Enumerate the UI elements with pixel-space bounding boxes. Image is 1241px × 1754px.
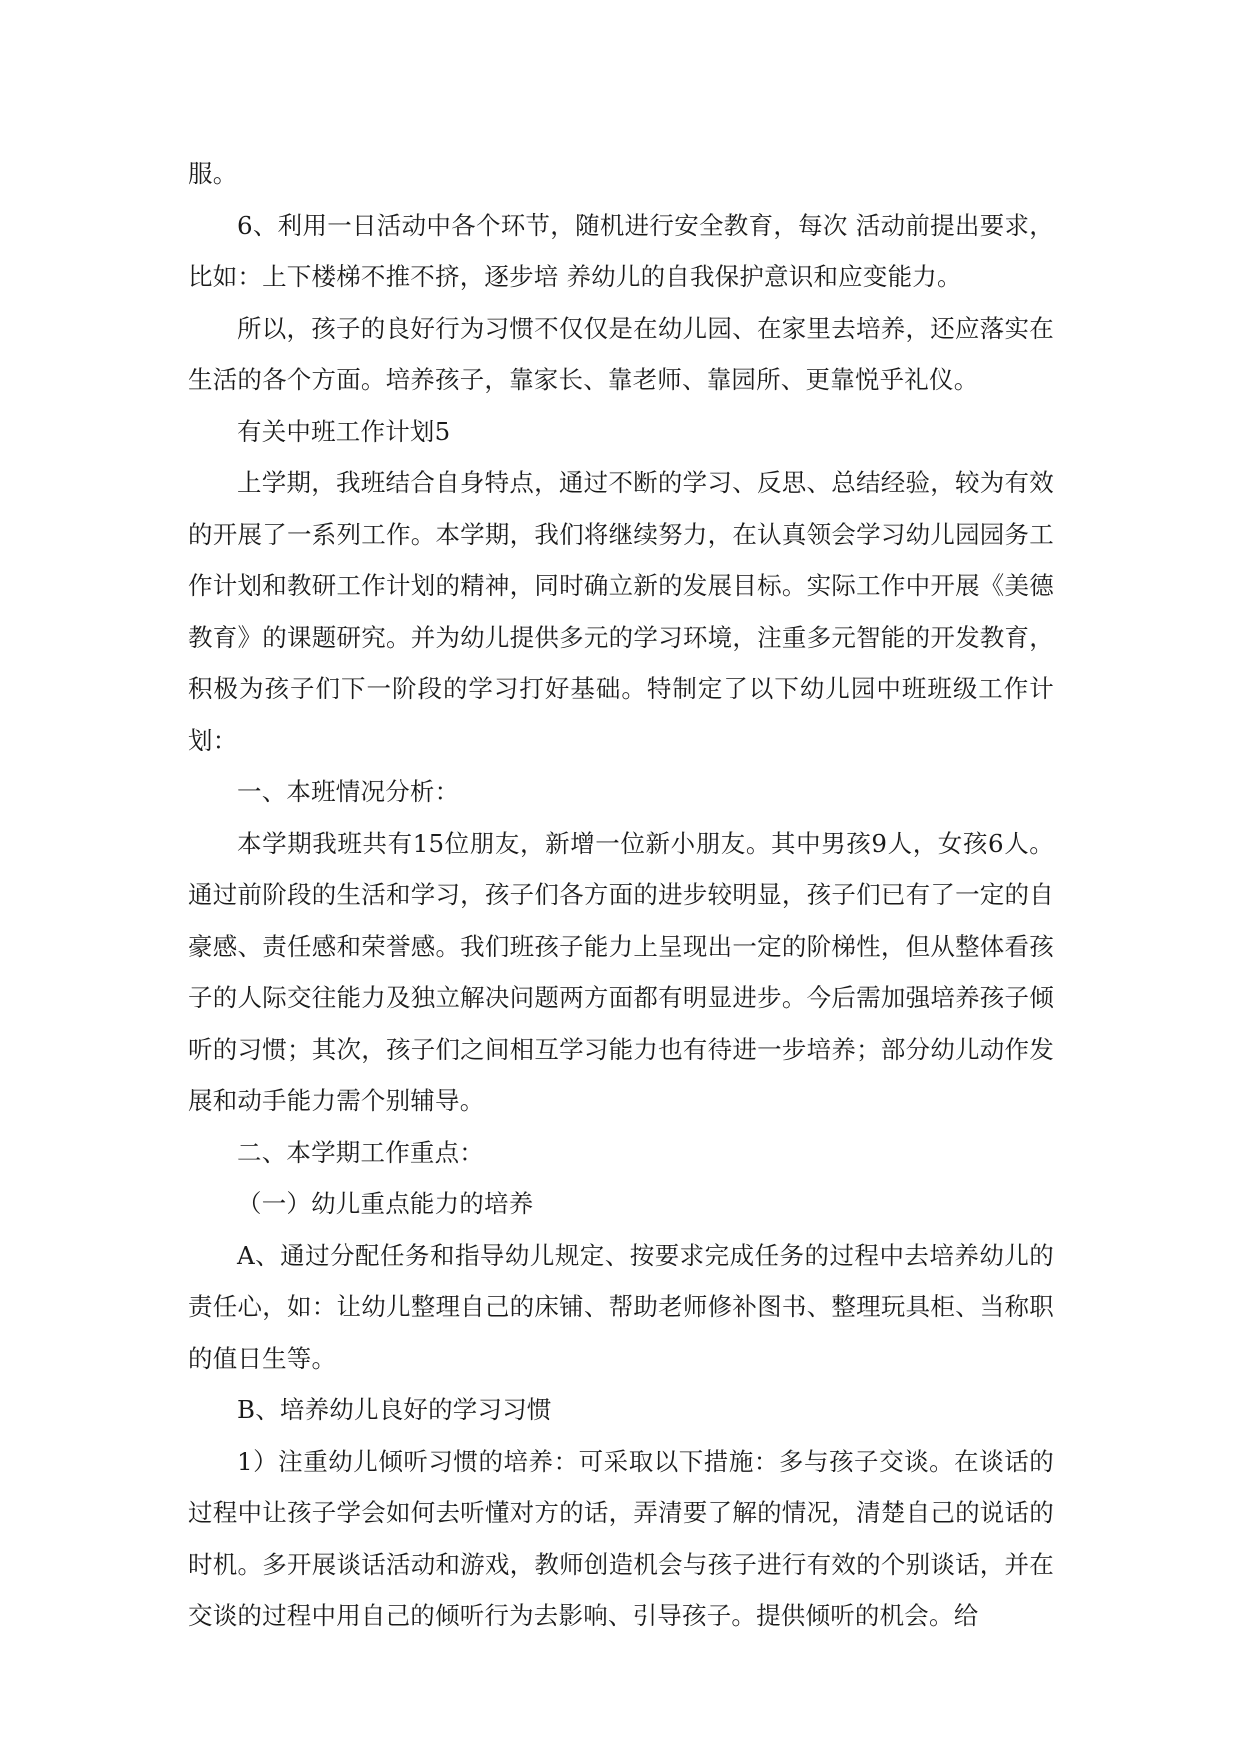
subheading-learning-habits: B、培养幼儿良好的学习习惯 — [237, 1395, 552, 1424]
document-body — [188, 148, 1054, 1642]
paragraph-safety-education: 6、利用一日活动中各个环节，随机进行安全教育，每次 活动前提出要求，比如：上下楼梯不推不挤，逐步培 养幼儿的自我保护意识和应变能力。 — [188, 210, 1054, 291]
paragraph-class-analysis: 本学期我班共有15位朋友，新增一位新小朋友。其中男孩9人，女孩6人。 通过前阶段的生活和学习，孩子们各方面的进步较明显，孩子们已有了一定的自豪感、责任感和荣誉感。我们班孩子能力上呈现出一定的阶梯性，但从整体看孩子的人际交往能力及独立解决问题两方面都有明显进步。今后需加强培养孩子倾听的习惯；其次，孩子们之间相互学习能力也有待进一步培养；部分幼儿动作发展和动手能力需个别辅导。 — [188, 828, 1054, 1115]
paragraph-continuation: 服。 — [188, 159, 238, 188]
paragraph-conclusion: 所以，孩子的良好行为习惯不仅仅是在幼儿园、在家里去培养，还应落实在生活的各个方面。培养孩子，靠家长、靠老师、靠园所、更靠悦乎礼仪。 — [188, 313, 1054, 394]
paragraph-intro: 上学期，我班结合自身特点，通过不断的学习、反思、总结经验，较为有效的开展了一系列工作。本学期，我们将继续努力，在认真领会学习幼儿园园务工作计划和教研工作计划的精神，同时确立新的发展目标。实际工作中开展《美德教育》的课题研究。并为幼儿提供多元的学习环境，注重多元智能的开发教育，积极为孩子们下一阶段的学习打好基础。特制定了以下幼儿园中班班级工作计划： — [188, 468, 1054, 755]
section-heading-plan-5: 有关中班工作计划5 — [237, 416, 451, 446]
paragraph-listening-habits: 1）注重幼儿倾听习惯的培养：可采取以下措施：多与孩子交谈。在谈话的过程中让孩子学会如何去听懂对方的话，弄清要了解的情况，清楚自己的说话的时机。多开展谈话活动和游戏，教师创造机会与孩子进行有效的个别谈话，并在交谈的过程中用自己的倾听行为去影响、引导孩子。提供倾听的机会。给 — [188, 1446, 1054, 1630]
paragraph-responsibility: A、通过分配任务和指导幼儿规定、按要求完成任务的过程中去培养幼儿的责任心，如：让幼儿整理自己的床铺、帮助老师修补图书、整理玩具柜、当称职的值日生等。 — [188, 1240, 1054, 1373]
heading-class-analysis: 一、本班情况分析： — [237, 777, 460, 806]
subheading-ability-training: （一）幼儿重点能力的培养 — [237, 1189, 534, 1218]
heading-work-focus: 二、本学期工作重点： — [237, 1137, 484, 1167]
